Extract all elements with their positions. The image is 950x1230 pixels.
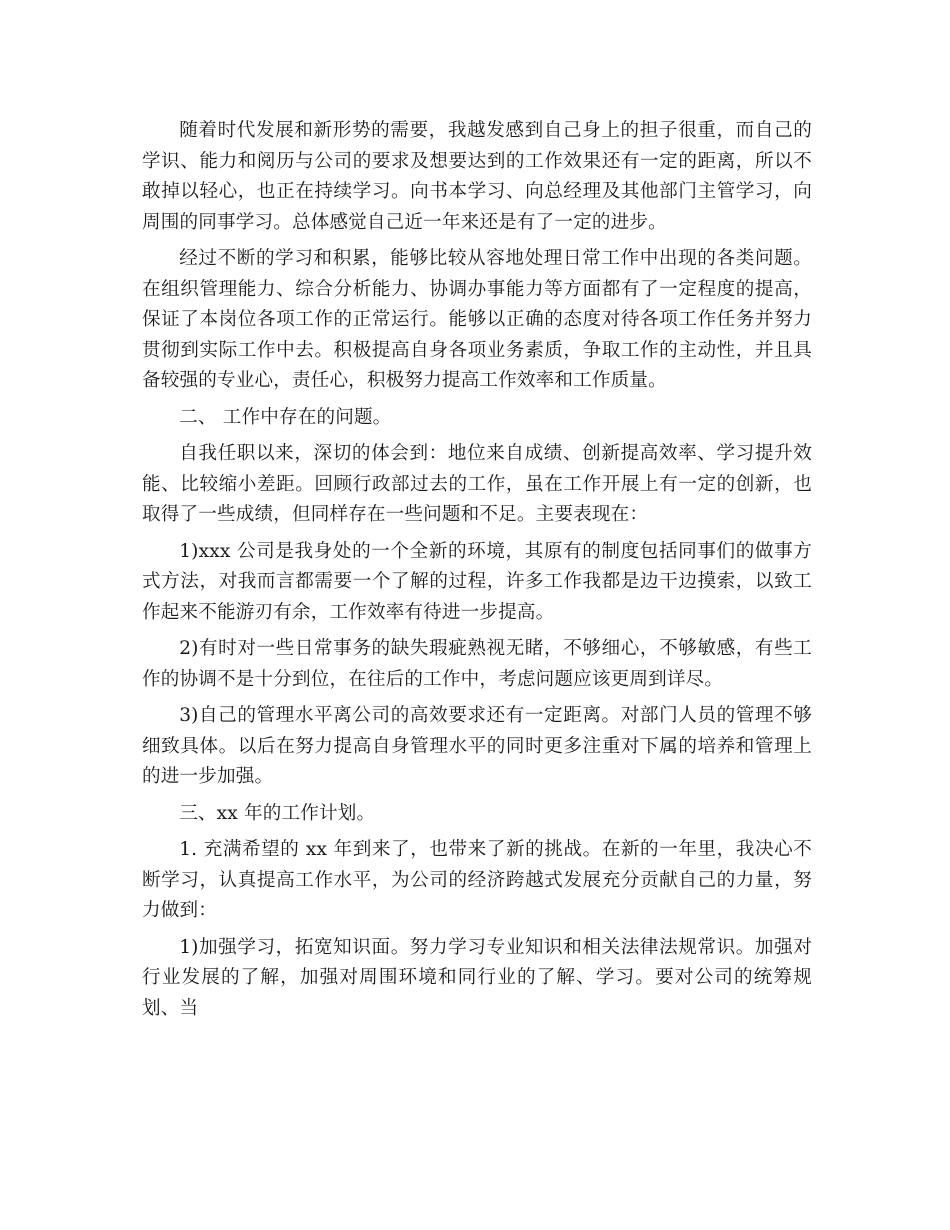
document-body: [142, 116, 812, 1030]
paragraph-plan-1: 1)加强学习，拓宽知识面。努力学习专业知识和相关法律法规常识。加强对行业发展的了解，加强对周围环境和同行业的了解、学习。要对公司的统筹规划、当: [142, 936, 812, 1019]
paragraph-abilities: 经过不断的学习和积累，能够比较从容地处理日常工作中出现的各类问题。在组织管理能力、综合分析能力、协调办事能力等方面都有了一定程度的提高，保证了本岗位各项工作的正常运行。能够以正确的态度对待各项工作任务并努力贯彻到实际工作中去。积极提高自身各项业务素质，争取工作的主动性，并且具备较强的专业心，责任心，积极努力提高工作效率和工作质量。: [142, 248, 812, 391]
paragraph-problem-3: 3)自己的管理水平离公司的高效要求还有一定距离。对部门人员的管理不够细致具体。以后在努力提高自身管理水平的同时更多注重对下属的培养和管理上的进一步加强。: [142, 705, 812, 787]
paragraph-plan-intro: 1. 充满希望的 xx 年到来了，也带来了新的挑战。在新的一年里，我决心不断学习，认真提高工作水平，为公司的经济跨越式发展充分贡献自己的力量，努力做到：: [142, 839, 812, 921]
paragraph-progress: 随着时代发展和新形势的需要，我越发感到自己身上的担子很重，而自己的学识、能力和阅历与公司的要求及想要达到的工作效果还有一定的距离，所以不敢掉以轻心，也正在持续学习。向书本学习、向总经理及其他部门主管学习，向周围的同事学习。总体感觉自己近一年来还是有了一定的进步。: [142, 120, 812, 233]
section-heading-plan: 三、xx 年的工作计划。: [179, 802, 376, 824]
paragraph-problem-1: 1)xxx 公司是我身处的一个全新的环境，其原有的制度包括同事们的做事方式方法，对我而言都需要一个了解的过程，许多工作我都是边干边摸索，以致工作起来不能游刃有余，工作效率有待进一步提高。: [142, 540, 812, 623]
paragraph-problem-2: 2)有时对一些日常事务的缺失瑕疵熟视无睹，不够细心，不够敏感，有些工作的协调不是十分到位，在往后的工作中，考虑问题应该更周到详尽。: [142, 638, 812, 690]
paragraph-problems-intro: 自我任职以来，深切的体会到：地位来自成绩、创新提高效率、学习提升效能、比较缩小差距。回顾行政部过去的工作，虽在工作开展上有一定的创新，也取得了一些成绩，但同样存在一些问题和不足。主要表现在：: [142, 443, 812, 525]
section-heading-problems: 二、 工作中存在的问题。: [179, 406, 392, 428]
